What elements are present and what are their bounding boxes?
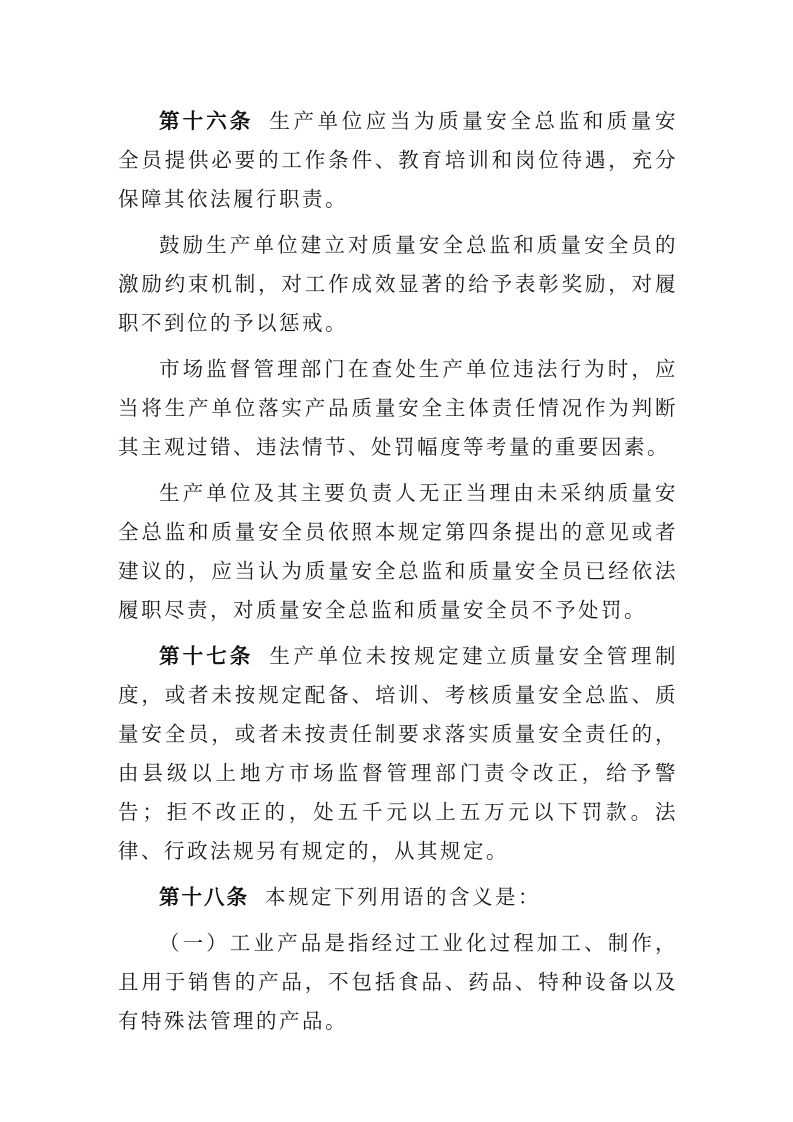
article-16-label: 第十六条 — [159, 109, 254, 133]
article-18-paragraph — [118, 878, 678, 917]
article-16-text: 生产单位应当为质量安全总监和质量安全员提供必要的工作条件、教育培训和岗位待遇，充分保障其依法履行职责。 — [118, 109, 679, 211]
paragraph-text: （一）工业产品是指经过工业化过程加工、制作，且用于销售的产品，不包括食品、药品、特种设备以及有特殊法管理的产品。 — [118, 931, 678, 1033]
article-16-paragraph-2 — [118, 226, 678, 343]
article-16-paragraph-3 — [118, 350, 678, 467]
document-page — [118, 100, 678, 1048]
article-17-label: 第十七条 — [159, 644, 254, 668]
article-16-paragraph-4 — [118, 474, 678, 630]
paragraph-text: 市场监督管理部门在查处生产单位违法行为时，应当将生产单位落实产品质量安全主体责任情况作为判断其主观过错、违法情节、处罚幅度等考量的重要因素。 — [118, 357, 678, 459]
article-18-item-1 — [118, 924, 678, 1041]
paragraph-text: 生产单位及其主要负责人无正当理由未采纳质量安全总监和质量安全员依照本规定第四条提出的意见或者建议的，应当认为质量安全总监和质量安全员已经依法履职尽责，对质量安全总监和质量安全员不予处罚。 — [118, 481, 678, 622]
article-17-paragraph — [118, 637, 678, 871]
article-18-text: 本规定下列用语的含义是： — [265, 885, 541, 909]
paragraph-text: 鼓励生产单位建立对质量安全总监和质量安全员的激励约束机制，对工作成效显著的给予表彰奖励，对履职不到位的予以惩戒。 — [118, 233, 678, 335]
article-18-label: 第十八条 — [159, 885, 249, 909]
article-16-paragraph — [118, 102, 678, 219]
article-17-text: 生产单位未按规定建立质量安全管理制度，或者未按规定配备、培训、考核质量安全总监、质量安全员，或者未按责任制要求落实质量安全责任的，由县级以上地方市场监督管理部门责令改正，给予警告；拒不改正的，处五千元以上五万元以下罚款。法律、行政法规另有规定的，从其规定。 — [118, 644, 679, 863]
